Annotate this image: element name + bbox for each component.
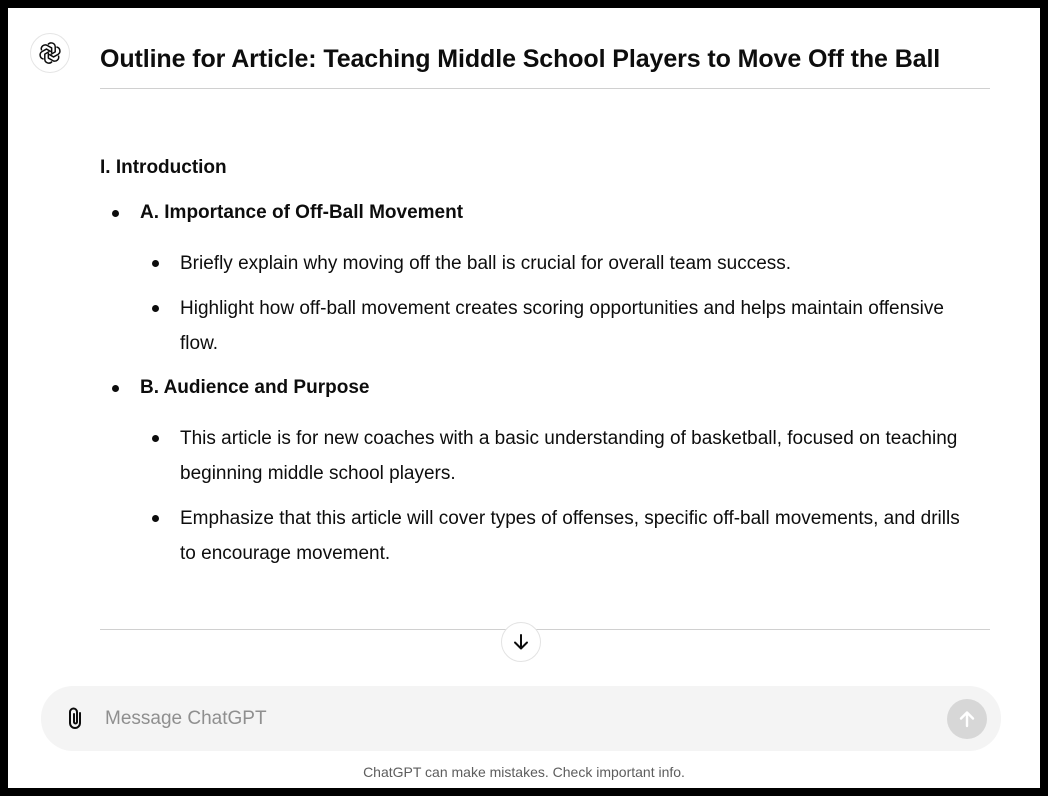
list-item-text: This article is for new coaches with a basic understanding of basketball, focused on teaching beginning middle school players. — [180, 428, 958, 484]
assistant-avatar — [30, 33, 70, 73]
list-item-text: Emphasize that this article will cover types of offenses, specific off-ball movements, and drills to encourage movement. — [180, 508, 960, 564]
subsection-label: B. Audience and Purpose — [140, 377, 370, 398]
disclaimer-text: ChatGPT can make mistakes. Check important info. — [363, 764, 685, 780]
bullet — [152, 435, 159, 442]
arrow-down-icon — [511, 632, 531, 652]
list-item-text: Highlight how off-ball movement creates scoring opportunities and helps maintain offensive flow. — [180, 298, 944, 354]
message-input[interactable] — [105, 702, 905, 736]
scroll-to-bottom-button[interactable] — [501, 622, 541, 662]
content-divider — [100, 629, 990, 630]
arrow-up-icon — [957, 709, 977, 729]
bullet — [152, 260, 159, 267]
bullet — [112, 210, 119, 217]
bullet — [152, 515, 159, 522]
attach-button[interactable] — [61, 704, 91, 734]
bullet — [152, 305, 159, 312]
article-title: Outline for Article: Teaching Middle School Players to Move Off the Ball — [100, 45, 941, 73]
bullet — [112, 385, 119, 392]
list-item-text: Briefly explain why moving off the ball is crucial for overall team success. — [180, 253, 792, 274]
subsection-label: A. Importance of Off-Ball Movement — [140, 202, 464, 223]
section-heading: I. Introduction — [100, 157, 227, 178]
message-composer — [41, 686, 1001, 751]
chat-window — [8, 8, 1040, 788]
paperclip-icon — [65, 706, 87, 732]
title-divider — [100, 88, 990, 89]
openai-logo-icon — [38, 41, 62, 65]
send-button[interactable] — [947, 699, 987, 739]
